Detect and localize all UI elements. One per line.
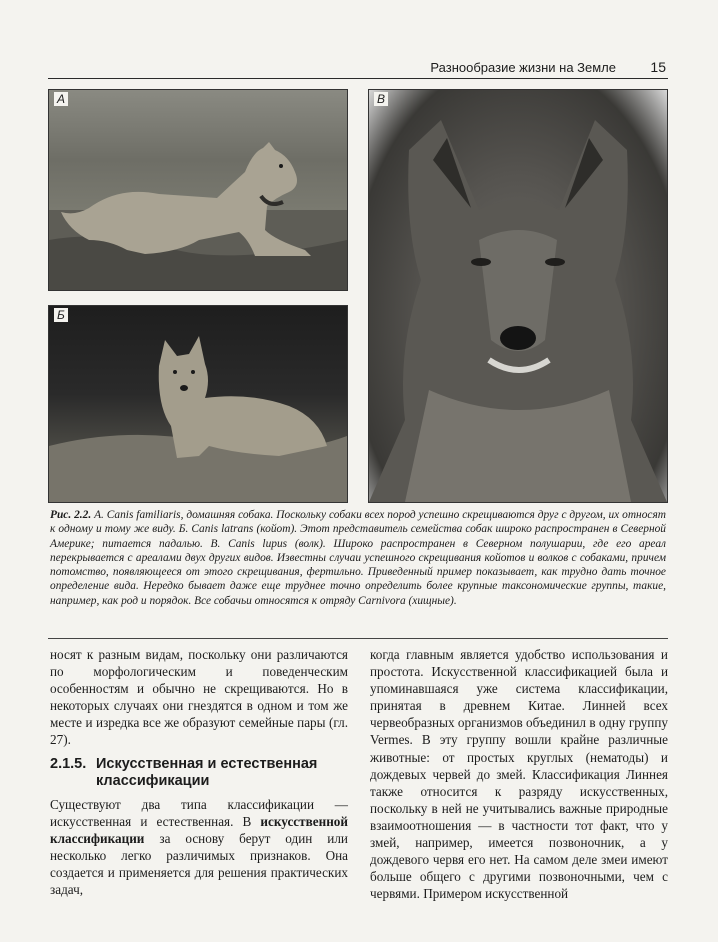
- running-title: Разнообразие жизни на Земле: [430, 60, 616, 75]
- section-title-line-1: Искусственная и естественная: [96, 756, 318, 772]
- figure-label-v: В: [374, 92, 388, 106]
- caption-label: Рис. 2.2.: [50, 509, 92, 521]
- right-column-text: когда главным является удобство использования и простота. Искусственной классификацией была и упоминавшаяся уже система классификации, принятая в древнем Китае. Линней всех червеобразных организмов объединил в одну группу Vermes. В эту группу вошли крайне различные животные: от простых круглых (нематоды) и дождевых червей до змей. Классификация Линнея также относится к разряду искусственных, поскольку в ней не учитывались важные природные взаимоотношения — в частности тот факт, что у змей, например, имеется позвоночник, а у дождевого червя его нет. На самом деле змеи имеют больше общего с другими позвоночными, чем с червями. Примером искусственной: [370, 647, 668, 902]
- section-title-line-2: классификации: [96, 773, 210, 789]
- left-column-paragraph-1: носят к разным видам, поскольку они различаются по морфологическим и поведенческим особенностям и обычно не скрещиваются. Но в некоторых случаях они гнездятся в одном и том же месте и изредка все же образуют семейные пары (гл. 27).: [50, 647, 348, 748]
- figure-label-b: Б: [54, 308, 68, 322]
- section-heading: [50, 756, 348, 790]
- coyote-illustration: [49, 306, 347, 502]
- divider: [48, 638, 668, 639]
- caption-text: А. Canis familiaris, домашняя собака. Поскольку собаки всех пород успешно скрещиваются друг с другом, их относят к одному и тому же виду. Б. Canis latrans (койот). Этот представитель семейства собак широко распространен в Северной Америке; питается падалью. В. Canis lupus (волк). Широко распространен в Северном полушарии, где его ареал перекрывается с ареалами двух других видов. Известны случаи успешного скрещивания койотов и волков с собаками, причем потомство, появляющееся от этого скрещивания, фертильно. Приведенный пример показывает, как трудно дать точное определение вида. Нередко бывает даже еще труднее точно определить более крупные таксономические группы, такие, например, как род и порядок. Все собачьи относятся к отряду Carnivora (хищные).: [50, 509, 666, 607]
- figure-caption: [50, 508, 666, 608]
- page-number: 15: [650, 59, 666, 75]
- photo-coyote: [48, 305, 348, 503]
- para2-end: за основу берут один или несколько легко различимых признаков. Она создается и применяется для решения практических задач,: [50, 831, 348, 898]
- photo-dog: [48, 89, 348, 291]
- para2-start: Существуют два типа классификации — искусственная и естественная. В: [50, 797, 348, 830]
- term-artificial-classification: искусственной классификации: [50, 814, 348, 847]
- wolf-illustration: [369, 90, 667, 502]
- figure-label-a: А: [54, 92, 68, 106]
- dog-illustration: [49, 90, 347, 290]
- photo-wolf: [368, 89, 668, 503]
- section-number: 2.1.5.: [50, 756, 87, 772]
- running-header: [48, 58, 668, 79]
- left-column-paragraph-2: [50, 796, 348, 899]
